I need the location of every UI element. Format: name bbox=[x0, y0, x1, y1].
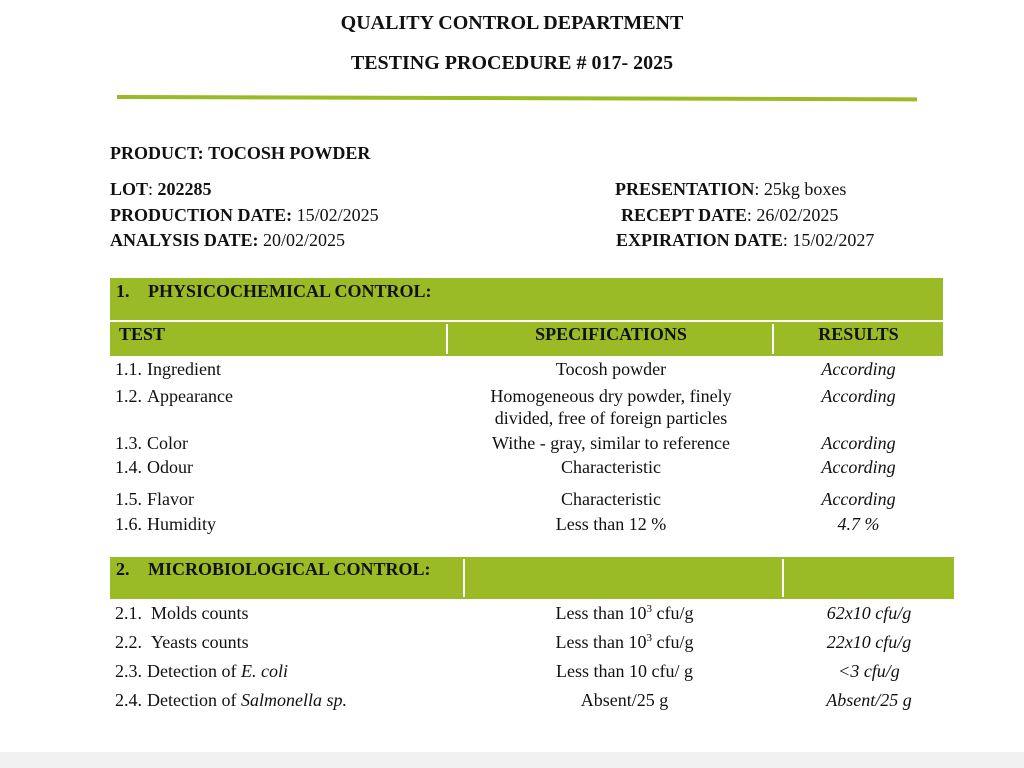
presentation-value: 25kg boxes bbox=[763, 179, 847, 199]
test-specification: Less than $10^3$ cfu/g bbox=[555, 603, 694, 623]
column-header-specifications: SPECIFICATIONS bbox=[535, 324, 687, 344]
section1-number: 1. bbox=[116, 281, 130, 301]
header-divider bbox=[117, 95, 917, 101]
test-result: 62x10 cfu/g bbox=[826, 603, 912, 623]
test-name: 1.4. Odour bbox=[115, 457, 193, 477]
test-specification: Less than 12 % bbox=[555, 514, 667, 534]
production-date-line bbox=[110, 205, 379, 226]
test-result: 4.7 % bbox=[837, 514, 880, 534]
test-name: 2.3. Detection of E. coli bbox=[115, 661, 288, 681]
expiration-date-line: EXPIRATION DATE: 15/02/2027 bbox=[616, 230, 875, 250]
column-divider bbox=[463, 559, 465, 597]
lot-line: LOT: 202285 bbox=[110, 179, 212, 199]
analysis-date-label: ANALYSIS DATE: bbox=[110, 230, 259, 250]
production-date-label: PRODUCTION DATE: bbox=[110, 205, 293, 225]
test-result: Absent/25 g bbox=[826, 690, 912, 710]
test-result: <3 cfu/g bbox=[838, 661, 900, 681]
test-name: 1.2. Appearance bbox=[115, 386, 233, 406]
test-result: According bbox=[821, 489, 896, 509]
column-divider bbox=[782, 559, 784, 597]
test-name: 1.1. Ingredient bbox=[115, 359, 221, 379]
test-name: 2.2. Yeasts counts bbox=[115, 632, 249, 652]
product-line bbox=[110, 143, 370, 164]
section2-title bbox=[116, 559, 431, 580]
section1-title bbox=[116, 281, 432, 302]
section1-title-text: PHYSICOCHEMICAL CONTROL: bbox=[148, 281, 432, 301]
analysis-date-value: 20/02/2025 bbox=[263, 230, 346, 250]
expiration-date-value: 15/02/2027 bbox=[792, 230, 875, 250]
test-specification: Characteristic bbox=[561, 457, 661, 477]
test-result: 22x10 cfu/g bbox=[826, 632, 912, 652]
test-name: 1.6. Humidity bbox=[115, 514, 217, 534]
test-result: According bbox=[821, 386, 896, 406]
test-name: 1.3. Color bbox=[115, 433, 189, 453]
test-specification: Tocosh powder bbox=[555, 359, 667, 379]
test-result: According bbox=[821, 359, 896, 379]
test-result: According bbox=[821, 433, 896, 453]
test-name: 2.1. Molds counts bbox=[115, 603, 249, 623]
test-specification: Characteristic bbox=[561, 489, 661, 509]
production-date-value: 15/02/2025 bbox=[296, 205, 379, 225]
recept-date-label: RECEPT DATE bbox=[621, 205, 747, 225]
lot-label: LOT bbox=[110, 179, 149, 199]
expiration-date-label: EXPIRATION DATE bbox=[616, 230, 783, 250]
section2-title-text: MICROBIOLOGICAL CONTROL: bbox=[148, 559, 431, 579]
document-title: QUALITY CONTROL DEPARTMENT bbox=[340, 12, 684, 34]
test-name: 1.5. Flavor bbox=[115, 489, 194, 509]
column-header-results: RESULTS bbox=[818, 324, 899, 344]
test-name: 2.4. Detection of Salmonella sp. bbox=[115, 690, 347, 710]
lot-value: 202285 bbox=[157, 179, 212, 199]
test-result: According bbox=[821, 457, 896, 477]
presentation-label: PRESENTATION bbox=[615, 179, 755, 199]
recept-date-value: 26/02/2025 bbox=[756, 205, 839, 225]
product-value: TOCOSH POWDER bbox=[208, 143, 371, 163]
test-specification: Less than $10^3$ cfu/g bbox=[555, 632, 694, 652]
recept-date-line: RECEPT DATE: 26/02/2025 bbox=[621, 205, 839, 225]
procedure-number: TESTING PROCEDURE # 017- 2025 bbox=[350, 52, 674, 74]
page-bottom-edge bbox=[0, 752, 1024, 768]
test-specification: Withe - gray, similar to reference bbox=[492, 433, 730, 453]
section2-number: 2. bbox=[116, 559, 130, 579]
test-specification-continued: divided, free of foreign particles bbox=[494, 408, 728, 428]
test-specification: Homogeneous dry powder, finely bbox=[490, 386, 732, 406]
presentation-line: PRESENTATION: 25kg boxes bbox=[615, 179, 847, 199]
analysis-date-line bbox=[110, 230, 345, 251]
test-specification: Less than 10 cfu/ g bbox=[556, 661, 693, 681]
column-header-test: TEST bbox=[119, 324, 166, 344]
test-specification: Absent/25 g bbox=[580, 690, 669, 710]
product-label: PRODUCT: bbox=[110, 143, 204, 163]
